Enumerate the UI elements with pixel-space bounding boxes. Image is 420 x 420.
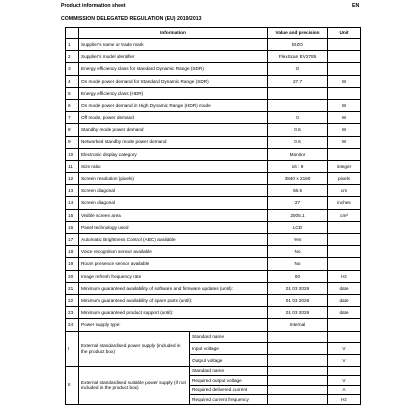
- language-code: EN: [352, 3, 360, 9]
- row-label: Panel technology used: [79, 221, 268, 233]
- table-row: [66, 319, 361, 331]
- row-unit: W: [328, 112, 361, 124]
- row-label: On mode power demand for Standard Dynamic Range (SDR): [79, 75, 268, 87]
- table-row: [66, 197, 361, 209]
- row-unit: W: [328, 124, 361, 136]
- row-label: Supplier's model identifier: [79, 51, 268, 63]
- power-supply-sub-label: Input voltage: [190, 343, 268, 355]
- row-number: 3: [66, 63, 79, 75]
- power-supply-unit: A: [328, 385, 361, 395]
- row-value: 01 03 2026: [268, 294, 328, 306]
- power-supply-row: [66, 331, 361, 343]
- row-value: 27.7: [268, 75, 328, 87]
- power-supply-value: [268, 366, 328, 376]
- row-label: Standby mode power demand: [79, 124, 268, 136]
- row-value: EIZO: [268, 39, 328, 51]
- row-number: 18: [66, 246, 79, 258]
- table-row: [66, 307, 361, 319]
- row-value: 0.5: [268, 124, 328, 136]
- row-label: Electronic display category: [79, 148, 268, 160]
- table-row: [66, 173, 361, 185]
- row-number: 23: [66, 307, 79, 319]
- row-value: Yes: [268, 234, 328, 246]
- row-label: Minimum guaranteed availability of spare parts (until):: [79, 294, 268, 306]
- row-number: 9: [66, 136, 79, 148]
- row-value: 01 03 2026: [268, 282, 328, 294]
- row-number: 19: [66, 258, 79, 270]
- power-supply-sub-label: Standard name: [190, 366, 268, 376]
- product-information-table: [65, 27, 361, 405]
- row-value: 3840 x 2160: [268, 173, 328, 185]
- table-header-row: [66, 28, 361, 39]
- row-value: 27: [268, 197, 328, 209]
- table-row: [66, 39, 361, 51]
- row-number: 20: [66, 270, 79, 282]
- header-value: Value and precision: [268, 28, 328, 39]
- row-unit: pixels: [328, 173, 361, 185]
- row-label: Size ratio: [79, 160, 268, 172]
- power-supply-sub-label: Output voltage: [190, 354, 268, 366]
- row-unit: W: [328, 99, 361, 111]
- row-label: Automatic Brightness Control (ABC) available: [79, 234, 268, 246]
- row-unit: [328, 258, 361, 270]
- row-value: 2005.1: [268, 209, 328, 221]
- row-number: 6: [66, 99, 79, 111]
- power-supply-unit: [328, 366, 361, 376]
- power-supply-value: [268, 343, 328, 355]
- row-label: Screen resolution (pixels): [79, 173, 268, 185]
- table-row: [66, 148, 361, 160]
- table-row: [66, 63, 361, 75]
- row-unit: [328, 148, 361, 160]
- row-label: Energy efficiency class (HDR): [79, 87, 268, 99]
- table-row: [66, 87, 361, 99]
- power-supply-value: [268, 385, 328, 395]
- row-label: Room presence sensor available: [79, 258, 268, 270]
- row-value: No: [268, 258, 328, 270]
- row-unit: integer: [328, 160, 361, 172]
- row-value: LCD: [268, 221, 328, 233]
- power-supply-row: [66, 366, 361, 376]
- row-number: 8: [66, 124, 79, 136]
- row-label: Off mode, power demand: [79, 112, 268, 124]
- row-value: 01 03 2026: [268, 307, 328, 319]
- row-number: 22: [66, 294, 79, 306]
- row-number: 24: [66, 319, 79, 331]
- row-label: Minimum guaranteed availability of software and firmware updates (until):: [79, 282, 268, 294]
- power-supply-number: I: [66, 331, 79, 366]
- row-unit: cm: [328, 185, 361, 197]
- sheet-title: Product information sheet: [61, 3, 126, 9]
- power-supply-value: [268, 354, 328, 366]
- row-value: 16 : 9: [268, 160, 328, 172]
- header-information: Information: [79, 28, 268, 39]
- table-row: [66, 234, 361, 246]
- row-label: Power supply type:: [79, 319, 268, 331]
- row-value: [268, 99, 328, 111]
- row-label: Screen diagonal: [79, 197, 268, 209]
- regulation-title: COMMISSION DELEGATED REGULATION (EU) 2019/2013: [61, 16, 202, 22]
- power-supply-unit: Hz: [328, 395, 361, 405]
- row-value: 60: [268, 270, 328, 282]
- power-supply-unit: [328, 331, 361, 343]
- row-label: Energy efficiency class for standard Dynamic Range (SDR): [79, 63, 268, 75]
- row-unit: W: [328, 136, 361, 148]
- table-row: [66, 124, 361, 136]
- row-value: 0: [268, 112, 328, 124]
- row-label: Minimum guaranteed product support (until):: [79, 307, 268, 319]
- row-label: Voice recognition sensor available: [79, 246, 268, 258]
- row-label: Supplier's name or trade mark: [79, 39, 268, 51]
- row-number: 13: [66, 185, 79, 197]
- row-unit: [328, 51, 361, 63]
- row-unit: [328, 234, 361, 246]
- row-number: 4: [66, 75, 79, 87]
- row-unit: date: [328, 282, 361, 294]
- row-number: 2: [66, 51, 79, 63]
- row-unit: cm²: [328, 209, 361, 221]
- row-unit: [328, 221, 361, 233]
- row-number: 14: [66, 197, 79, 209]
- row-label: Visible screen area: [79, 209, 268, 221]
- row-number: 5: [66, 87, 79, 99]
- row-unit: date: [328, 307, 361, 319]
- row-number: 16: [66, 221, 79, 233]
- table-row: [66, 160, 361, 172]
- power-supply-value: [268, 331, 328, 343]
- row-number: 21: [66, 282, 79, 294]
- row-value: G: [268, 63, 328, 75]
- row-unit: W: [328, 75, 361, 87]
- power-supply-label: External standardised suitable power supply (if not included in the product box): [79, 366, 190, 404]
- row-label: Networked standby mode power demand: [79, 136, 268, 148]
- row-unit: [328, 319, 361, 331]
- table-row: [66, 294, 361, 306]
- table-row: [66, 99, 361, 111]
- row-unit: [328, 63, 361, 75]
- row-number: 17: [66, 234, 79, 246]
- row-unit: inches: [328, 197, 361, 209]
- row-value: 0.5: [268, 136, 328, 148]
- row-value: FlexScan EV2785: [268, 51, 328, 63]
- row-value: No: [268, 246, 328, 258]
- row-number: 12: [66, 173, 79, 185]
- header-number: [66, 28, 79, 39]
- row-number: 15: [66, 209, 79, 221]
- row-unit: [328, 246, 361, 258]
- row-value: 68.5: [268, 185, 328, 197]
- power-supply-value: [268, 395, 328, 405]
- row-value: Internal: [268, 319, 328, 331]
- row-unit: [328, 39, 361, 51]
- row-number: 1: [66, 39, 79, 51]
- row-unit: Hz: [328, 270, 361, 282]
- power-supply-sub-label: Required current frequency: [190, 395, 268, 405]
- power-supply-value: [268, 376, 328, 386]
- power-supply-number: II: [66, 366, 79, 404]
- table-row: [66, 246, 361, 258]
- table-row: [66, 185, 361, 197]
- row-unit: [328, 87, 361, 99]
- power-supply-unit: V: [328, 376, 361, 386]
- table-row: [66, 136, 361, 148]
- power-supply-sub-label: Standard name: [190, 331, 268, 343]
- row-label: Screen diagonal: [79, 185, 268, 197]
- table-row: [66, 112, 361, 124]
- power-supply-label: External standardised power supply (included in the product box): [79, 331, 190, 366]
- row-value: Monitor: [268, 148, 328, 160]
- table-row: [66, 221, 361, 233]
- power-supply-sub-label: Required delivered current: [190, 385, 268, 395]
- row-label: On mode power demand in High Dynamic Range (HDR) mode: [79, 99, 268, 111]
- row-number: 7: [66, 112, 79, 124]
- row-number: 10: [66, 148, 79, 160]
- header-unit: Unit: [328, 28, 361, 39]
- table-row: [66, 51, 361, 63]
- row-number: 11: [66, 160, 79, 172]
- power-supply-unit: V: [328, 354, 361, 366]
- table-row: [66, 209, 361, 221]
- row-unit: date: [328, 294, 361, 306]
- power-supply-unit: V: [328, 343, 361, 355]
- table-row: [66, 75, 361, 87]
- table-row: [66, 258, 361, 270]
- row-value: [268, 87, 328, 99]
- row-label: Image refresh frequency rate: [79, 270, 268, 282]
- table-row: [66, 282, 361, 294]
- table-row: [66, 270, 361, 282]
- power-supply-sub-label: Required output voltage: [190, 376, 268, 386]
